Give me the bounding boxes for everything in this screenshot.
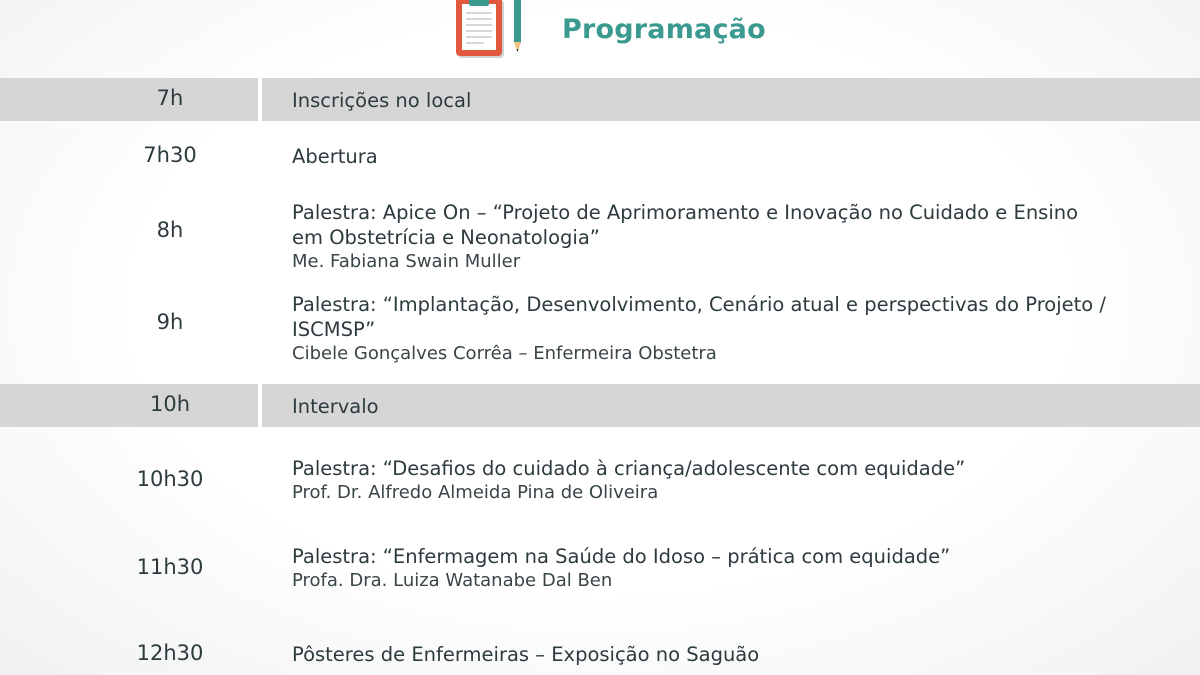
- schedule-row: [0, 200, 1200, 278]
- header: [0, 0, 1200, 78]
- time-label: 12h30: [136, 641, 204, 665]
- time-label: 11h30: [136, 555, 204, 579]
- schedule-row: [0, 456, 1200, 512]
- speaker-name: Profa. Dra. Luiza Watanabe Dal Ben: [292, 570, 613, 591]
- schedule-row-band: [0, 384, 1200, 427]
- session-title: Palestra: “Desafios do cuidado à criança/adolescente com equidade”: [292, 457, 966, 480]
- schedule-row: [0, 638, 1200, 674]
- speaker-name: Cibele Gonçalves Corrêa – Enfermeira Obstetra: [292, 343, 717, 364]
- schedule-row-band: [0, 78, 1200, 121]
- session-title: Intervalo: [292, 395, 379, 418]
- speaker-name: Me. Fabiana Swain Muller: [292, 251, 521, 272]
- speaker-name: Prof. Dr. Alfredo Almeida Pina de Oliveira: [292, 482, 659, 503]
- time-label: 10h: [149, 392, 191, 416]
- session-title: Palestra: “Implantação, Desenvolvimento, Cenário atual e perspectivas do Projeto / ISCMSP”: [292, 293, 1106, 341]
- session-title: Palestra: Apice On – “Projeto de Aprimoramento e Inovação no Cuidado e Ensino em Obstetrícia e Neonatologia”: [292, 201, 1079, 249]
- session-title: Abertura: [292, 145, 378, 168]
- schedule-row: [0, 292, 1200, 370]
- time-label: 9h: [156, 310, 184, 334]
- schedule-row: [0, 138, 1200, 178]
- clipboard-icon: [454, 0, 534, 60]
- page-title: Programação: [562, 14, 766, 45]
- session-title: Pôsteres de Enfermeiras – Exposição no Saguão: [292, 643, 760, 666]
- time-label: 7h30: [143, 143, 197, 167]
- time-label: 10h30: [136, 467, 204, 491]
- session-title: Palestra: “Enfermagem na Saúde do Idoso – prática com equidade”: [292, 545, 951, 568]
- schedule-row: [0, 544, 1200, 600]
- session-title: Inscrições no local: [292, 89, 472, 112]
- time-label: 7h: [156, 86, 184, 110]
- time-label: 8h: [156, 218, 184, 242]
